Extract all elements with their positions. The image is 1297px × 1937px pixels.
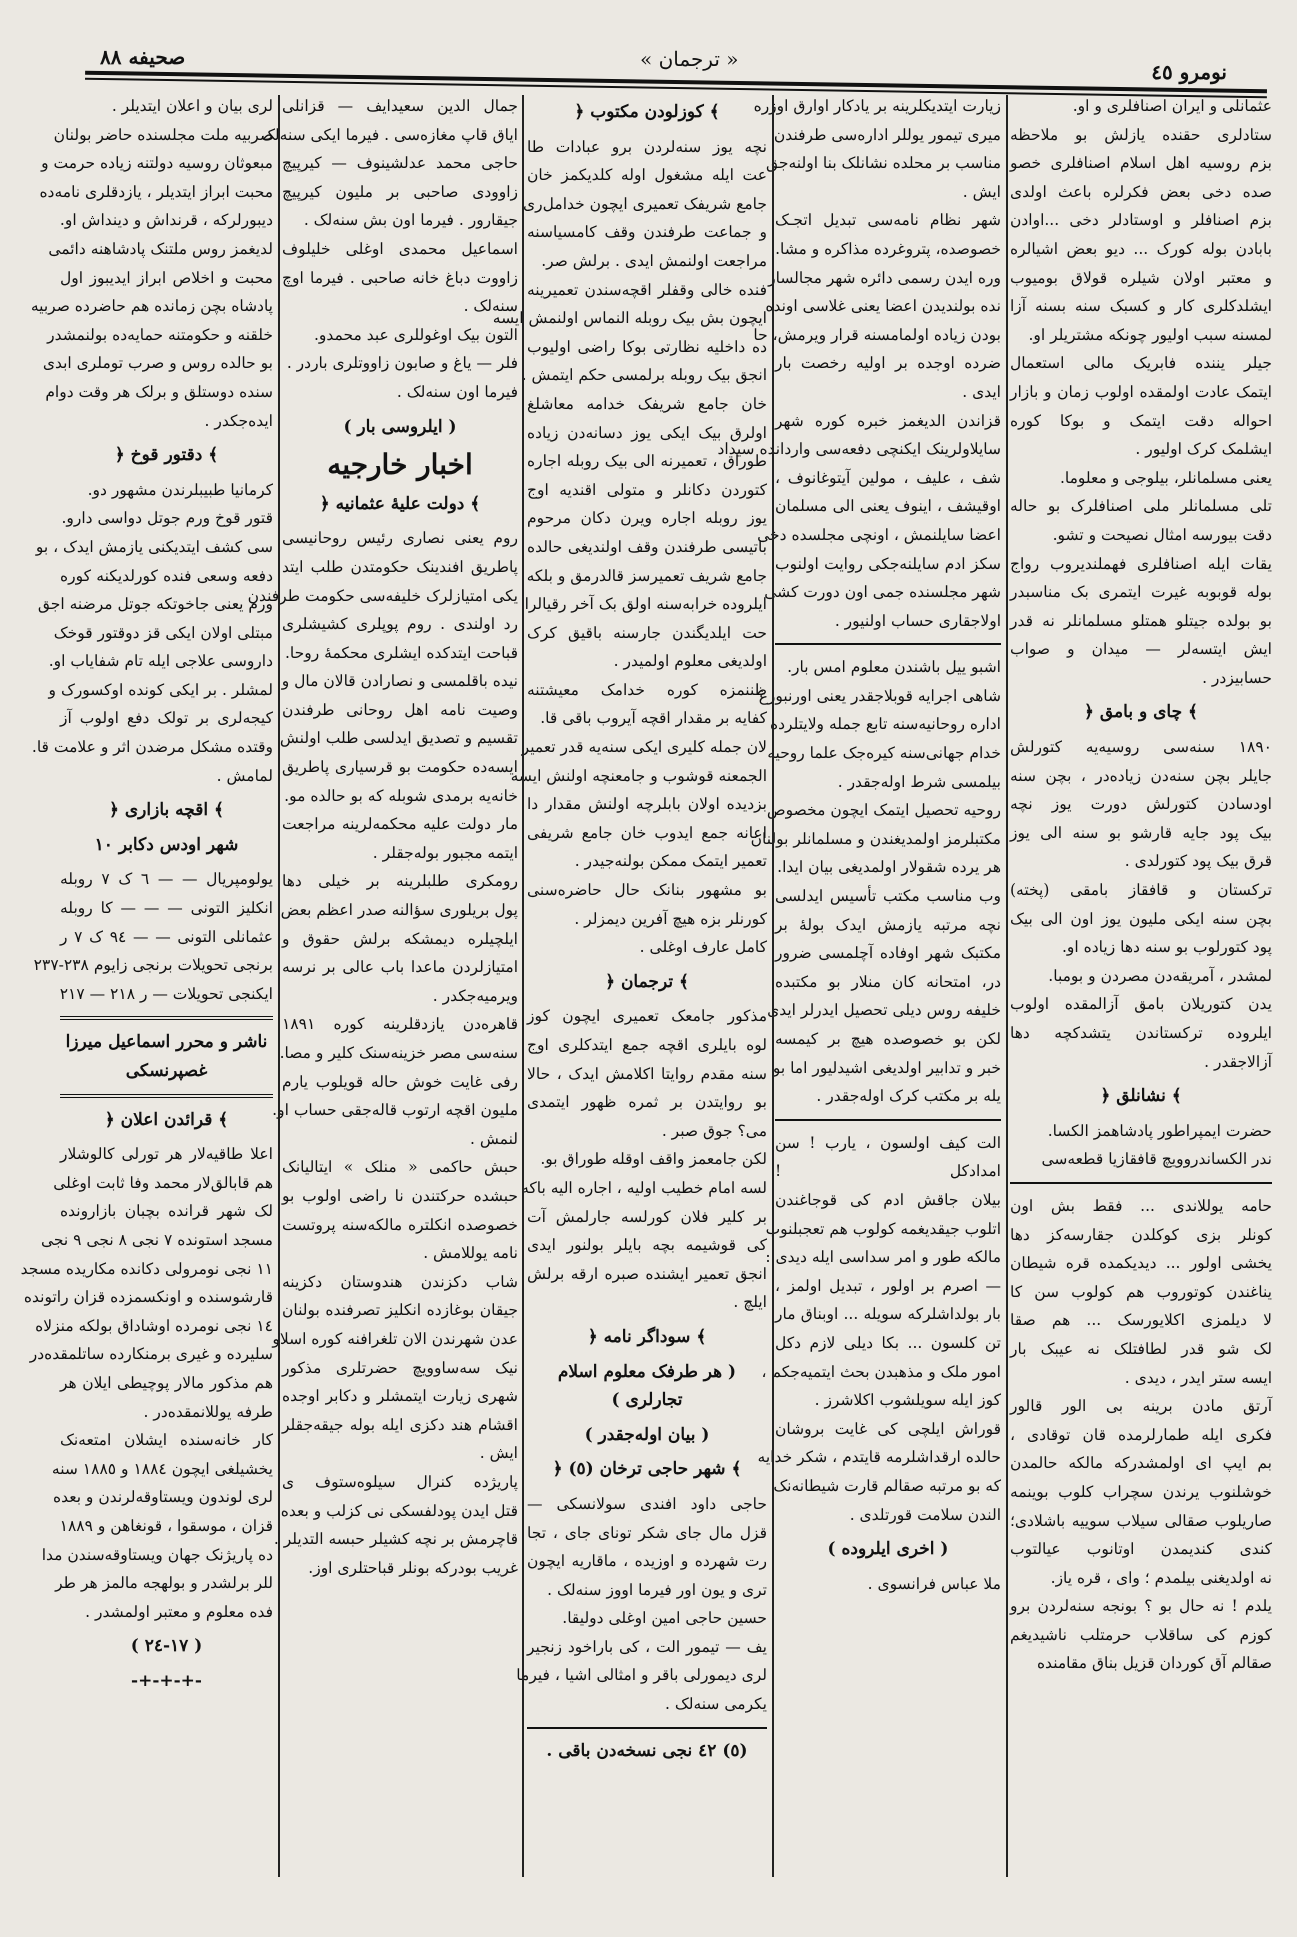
text-line: پاریژده کنرال سیلوه‌ستوف ی <box>282 1472 518 1491</box>
text-line: جایلر بچن سنه‌دن زیاده‌در ، بچن سنه <box>1010 766 1272 785</box>
text-line: پاطریق افندینک حکومتدن طلب ایتد <box>282 557 518 576</box>
text-line: امتیازلردن ماعدا باب عالی بر نرسه <box>282 958 518 977</box>
section-heading: ﴾ اقچه بازاری ﴿ <box>109 800 224 821</box>
section-heading: ﴾ شهر حاجی ترخان (٥) ﴿ <box>552 1459 742 1480</box>
article-text <box>750 653 1001 1111</box>
text-line: ویرمیه‌جکدر . <box>432 986 518 1005</box>
text-line: ایشلدکلری کار و کسبک سنه بسنه آزا <box>1010 297 1272 316</box>
text-line: محبت ابراز ایتدیلر ، یازدقلری نامه‌ده <box>39 182 273 201</box>
issue-number: نومرو ٤٥ <box>1151 60 1227 84</box>
text-line: حبش حاکمی « منلک » ایتالیانک <box>282 1158 518 1177</box>
text-line: تقسیم و تصدیق ایدلسی طلب اولنش <box>279 729 518 748</box>
text-line: ایدی . <box>962 382 1001 401</box>
text-line: بو حالده روس و صرب توملری ابدی <box>42 354 273 373</box>
text-line: خدام جهانی‌سنه کیره‌جک علما روحیه <box>767 744 1001 763</box>
column-2 <box>717 92 1001 1877</box>
text-line: سکز ادم سایلنه‌جکی روایت اولنوب <box>775 554 1001 573</box>
text-line: — اصرم بر اولور ، تبدیل اولمز ، <box>775 1276 1001 1295</box>
page-number: صحیفه ٨٨ <box>100 45 186 69</box>
text-line: الجمعنه قوشوب و جامعنچه اولنش ایسه <box>510 766 767 785</box>
section-heading: ﴾ نشانلق ﴿ <box>1100 1086 1182 1107</box>
text-line: ضرده اوجده بر اولیه رخصت بار <box>775 354 1001 373</box>
section-heading: ﴾ کوزلودن مکتوب ﴿ <box>574 102 720 122</box>
text-line: اعانه جمع ایدوب خان جامع شریفی <box>527 823 767 842</box>
article-text <box>717 92 1001 635</box>
text-line: ایده‌جکدر . <box>204 411 273 430</box>
section-divider <box>60 1016 273 1020</box>
text-line: عثمانلی التونی — — ٩٤ ک ٧ ر <box>60 927 273 946</box>
text-line: یکرمی سنه‌لک . <box>665 1695 767 1714</box>
text-line: قاهره‌دن یازدقلرینه کوره ١٨٩١ <box>282 1015 518 1034</box>
text-line: لک شهر قرانده بچبان بازارونده <box>60 1202 273 1221</box>
article-text <box>1010 733 1272 1076</box>
text-line: صاریلوب صقالی سیلاب سوییه باشلادی؛ <box>1010 1511 1272 1530</box>
text-line: قزل مال جای شکر تونای جای ، تجا <box>527 1523 767 1542</box>
text-line: شهر مجلسنده جمی اون دورت کشی <box>764 583 1001 602</box>
text-line: مالکه طور و امر سداسی ایله دیدی : <box>765 1248 1001 1267</box>
text-line: خان جامع شریفک خدامه معاشلغ <box>527 394 767 413</box>
section-heading: ﴾ دقتور قوخ ﴿ <box>114 445 219 466</box>
text-line: فلر — یاغ و صابون زاووتلری باردر . <box>286 354 518 373</box>
article-text <box>1010 92 1272 692</box>
text-line: حسین حاجی امین اوغلی دولیقا. <box>562 1609 767 1628</box>
text-line: مراجعت اولنمش ایدی . برلش صر. <box>541 251 767 270</box>
text-line: سنه مقدم روایتا اکلامش ایدک ، حالا <box>527 1064 767 1083</box>
text-line: زاووت دباغ خانه صاحبی . فیرما اوچ <box>282 268 518 287</box>
text-line: غریب بودرکه بونلر قباحتلری اوز. <box>308 1558 518 1577</box>
text-line: تری و یون اور فیرما اووز سنه‌لک . <box>547 1580 767 1599</box>
text-line: نده بولندیدن اعضا یعنی غلاسی اونده <box>765 297 1001 316</box>
text-line: پول بریلوری سؤالنه صدر اعظم بعض <box>280 901 518 920</box>
text-line: بو روایتدن بر ثمره ظهور ایتمدی <box>527 1093 767 1112</box>
text-line: ایاق قاپ مغازه‌سی . فیرما ایکی سنه‌لک <box>261 125 518 144</box>
section-heading: ناشر و محرر اسماعیل میرزا غصپرنسکی <box>65 1032 268 1081</box>
article-text <box>20 1140 273 1626</box>
text-line: یف — تیمور الت ، کی باراخود زنجیر <box>527 1637 767 1656</box>
article-text <box>33 865 273 1008</box>
text-line: جیقان بوغازده انکلیز تصرفنده بولنان <box>282 1301 518 1320</box>
text-line: هم مذکور مالار پوچیطی ایلان هر <box>60 1373 273 1392</box>
text-line: انجق تعمیر ایشنده صبره ارقه برلش <box>527 1264 767 1283</box>
text-line: ایلچ . <box>733 1293 767 1312</box>
section-heading: شهر اودس دکابر ١٠ <box>94 834 239 855</box>
text-line: ایلروده خرابه‌سنه اولق بک آخر رقیالرا <box>524 595 767 614</box>
text-line: باتیسی طرفندن وقف اولندیغی حالده <box>527 537 767 556</box>
text-line: حت ایلدیگندن جارسنه باقیق کرک <box>527 623 767 642</box>
text-line: لوه بایلری اقچه جمع ایتدکلری اوج <box>527 1036 767 1054</box>
text-line: صده دخی بعض فکرلره باعث اولدی <box>1010 182 1272 201</box>
text-line: یناغندن کوتوروب هم کولوب سن کا <box>1010 1282 1272 1301</box>
column-4 <box>247 92 518 1877</box>
column-divider <box>1006 95 1008 1877</box>
text-line: بابادن بوله کورک ... دیو بعض اشیالره <box>1010 239 1272 258</box>
text-line: خصوصده، پتروغرده مذاکره و مشا. <box>775 239 1001 258</box>
text-line: لری بیان و اعلان ایتدیلر . <box>111 97 273 115</box>
text-line: ندر الکساندروویچ قافقازیا قطعه‌سی <box>1041 1150 1272 1169</box>
text-line: انکلیز التونی — — — کا روبله <box>60 899 273 918</box>
text-line: اولدیغی معلوم اولمیدر . <box>613 652 767 671</box>
text-line: ایش . <box>479 1444 518 1463</box>
text-line: مکتبک شهر اوفاده آچلمسی ضرور <box>775 944 1001 963</box>
text-line: حاجی محمد عدلشینوف — کیرپیچ <box>282 154 518 173</box>
section-heading: ( ١٧-٢٤ ) <box>130 1636 203 1657</box>
text-line: عدن شهرندن الان تلغرافنه کوره اسلاو <box>272 1329 518 1348</box>
text-line: میری تیمور یوللر اداره‌سی طرفندن <box>773 125 1001 144</box>
text-line: ایتمه مجبور بوله‌جقلر . <box>372 843 518 862</box>
text-line: آزالاجقدر . <box>1204 1052 1272 1071</box>
text-line: التون بیک اوغوللری عبد محمدو. <box>314 325 518 344</box>
article-text <box>757 1129 1001 1529</box>
text-line: یوز روبله اجاره ویرن دکان مرحوم <box>527 509 767 528</box>
text-line: سنه‌سی مصر خزینه‌سنک کلیر و مصا. <box>279 1044 518 1062</box>
text-line: طوراق ، تعمیرنه الی بیک روبله اجاره <box>527 452 767 471</box>
text-line: پود کتورلوب بو سنه دها زیاده او. <box>1061 938 1272 957</box>
article-text <box>775 1570 1001 1599</box>
text-line: قتور قوخ ورم جوتل دواسی دارو. <box>61 509 273 528</box>
text-line: امور ملک و مذهبدن بحث ایتمیه‌جکم ، <box>761 1362 1001 1381</box>
section-heading: (٥) ٤٢ نجی نسخه‌دن باقی . <box>546 1740 748 1761</box>
text-line: نچه مرتبه یازمش ایدک بولهٔ بر <box>775 915 1001 934</box>
text-line: اتلوب جیقدیغمه کولوب هم تعجبلنوب <box>765 1219 1001 1238</box>
newspaper-title: « ترجمان » <box>640 47 739 71</box>
text-line: ترکستان و قافقاز بامقی (پخته) <box>1010 881 1272 900</box>
text-line: ظننمزه کوره خدامک معیشتنه <box>527 680 767 699</box>
text-line: بچن سنه ایکی ملیون یوز اون الی بیک <box>1010 909 1272 928</box>
text-line: مبتلی اولان ایکی قز دوقتور قوخک <box>53 623 273 642</box>
text-line: کورنلر بزه هیچ آفرین دیمزلر . <box>574 909 767 928</box>
article-text <box>31 476 273 791</box>
text-line: اشبو ییل باشندن معلوم امس بار. <box>787 658 1001 677</box>
text-line: الت کیف اولسون ، یارب ! سن <box>775 1133 1001 1152</box>
text-line: داروسی علاجی ایله تام شفایاب او. <box>48 652 273 671</box>
article-text <box>521 1002 767 1317</box>
article-text <box>1010 1192 1272 1678</box>
text-line: کفایه بر مقدار اقچه آیروب باقی قا. <box>540 709 767 728</box>
section-heading: ﴾ دولت علیهٔ عثمانیه ﴿ <box>319 493 481 514</box>
text-line: مکتبلرمز اولمدیغندن و مسلمانلر بولنان <box>750 829 1001 848</box>
text-line: سلیرده و غیری برمنکارده ساتلمقده‌در <box>29 1345 273 1364</box>
text-line: شف ، علیف ، مولین آیتوغانوف ، <box>775 468 1001 487</box>
text-line: جیقارور . فیرما اون بش سنه‌لک . <box>303 211 518 230</box>
text-line: لک شو قدر لطافتلک نه عیبک بار <box>1010 1339 1272 1358</box>
text-line: رد اولندی . روم پوپلری کشیشلری <box>282 615 518 634</box>
text-line: اقشام هند دکزی ایله بوله جیقه‌جقلر <box>282 1415 518 1434</box>
text-line: خانه‌یه برمدی شوبله که بو حالده مو. <box>284 786 518 805</box>
text-line: سی کشف ایتدیکنی یازمش ایدک ، بو <box>35 537 273 556</box>
text-line: حاجی داود افندی سولانسکی — <box>527 1494 767 1513</box>
column-divider <box>772 95 774 1877</box>
text-line: روم یعنی نصاری رئیس روحانیسی <box>282 529 518 548</box>
text-line: اعلا طاقیه‌لار هر تورلی کالوشلار <box>60 1145 273 1164</box>
section-heading: ( اخری ایلروده ) <box>827 1539 949 1560</box>
text-line: اوقیشف ، اینوف یعنی الی مسلمان <box>775 497 1001 516</box>
text-line: قزان ، موسقوا ، قونغاهن و ١٨٨٩ <box>59 1516 273 1535</box>
text-line: لنمش . <box>470 1129 518 1148</box>
section-divider <box>775 1119 1001 1121</box>
text-line: روحیه تحصیل ایتمک ایچون مخصوص <box>766 801 1001 820</box>
text-line: ١١ نجی نومرولی دکانده مکاریده مسجد <box>20 1259 273 1278</box>
text-line: قوراش ایلچی کی غایت بروشان <box>775 1419 1001 1438</box>
column-divider <box>278 95 280 1877</box>
text-line: حامه یوللاندی ... فقط بش اون <box>1010 1196 1272 1215</box>
text-line: ایلروده ترکستاندن یتشدکچه دها <box>1010 1024 1272 1042</box>
text-line: وقتده مشکل مرضدن اثر و علامت قا. <box>31 738 273 757</box>
text-line: وره ایدن رسمی دائره شهر مجالسار <box>768 268 1001 287</box>
text-line: شهری زیارت ایتمشلر و دکابر اوجده <box>282 1387 518 1406</box>
section-heading: ( هر طرفک معلوم اسلام تجارلری ) <box>557 1361 737 1411</box>
text-line: حالده ارقداشلرمه قایتدم ، شکر خدایه <box>757 1448 1001 1467</box>
text-line: ملیون اقچه ارتوب قاله‌جقی حساب او. <box>272 1101 518 1120</box>
text-line: اسماعیل محمدی اوغلی خلیلوف <box>282 239 518 258</box>
section-heading: ﴾ سوداگر نامه ﴿ <box>587 1326 707 1347</box>
text-line: قتل ایدن پودلفسکی نی کزلب و بعده <box>280 1501 518 1520</box>
text-line: بزم اصنافلر و اوستادلر دخی ...اوادن <box>1010 211 1272 230</box>
text-line: لری لوندون ویستاوقه‌لرندن و بعده <box>52 1488 273 1507</box>
article-text <box>516 1490 767 1719</box>
text-line: فکری ایله طمارلرمده قان توقادی ، <box>1010 1425 1272 1444</box>
text-line: اداره روحانیه‌سنه تابع جمله ولایتلرده <box>770 715 1001 734</box>
section-heading: -+-+-+- <box>131 1670 202 1691</box>
text-line: نامه یوللامش . <box>423 1244 518 1263</box>
text-line: بو بولده جیتلو همتلو مسلمانلر نه قدر <box>1010 611 1272 630</box>
text-line: احواله دقت ایتمک و بوکا کوره <box>1010 411 1272 430</box>
section-divider <box>60 1094 273 1098</box>
text-line: یدن کتوریلان بامق آزالمقده اولوب <box>1010 995 1272 1014</box>
text-line: وصیت نامه اهل روحانی طرفندن <box>282 700 518 719</box>
text-line: قزاندن الدیغمز خبره کوره شهر <box>775 411 1001 430</box>
text-line: تلی مسلمانلر ملی اصنافلرک بو حاله <box>1010 497 1272 516</box>
text-line: اولرق بیک ایکی یوز دسانه‌دن زیاده <box>527 423 767 442</box>
text-line: جیلر یننده فابریک مالی استعمال <box>1010 354 1272 373</box>
text-line: کوزم کی ساقلاب حرمتلب ناشیدیغم <box>1010 1625 1272 1644</box>
text-line: یکی امتیازلرک خلیفه‌سی حکومت طرفندن <box>247 586 518 605</box>
text-line: ایش . <box>962 182 1001 201</box>
text-line: نیک سه‌ساوویچ حضرتلری مذکور <box>282 1358 518 1377</box>
text-line: زیارت ایتدیکلرینه بر یادکار اوارق اوزره <box>753 97 1001 115</box>
text-line: لمامش . <box>216 766 273 785</box>
text-line: یخشی اولور ... دیدیکمده قره شیطان <box>1010 1254 1272 1273</box>
text-line: ایچون بش بیک روبله النماس اولنمش ایسه <box>492 309 767 328</box>
text-line: انجق بیک روبله برلمسی حکم ایتمش . <box>521 366 767 385</box>
text-line: عت ایله مشغول اوله کلدیکمز خان <box>527 166 767 185</box>
text-line: فنده خالی وقفلر اقچه‌سندن تعمیرینه <box>527 280 767 299</box>
text-line: ایسه ستر ایدر ، دیدی . <box>1124 1368 1272 1387</box>
text-line: بم ایپ ای اولمشدرکه مالکه حالمدن <box>1010 1454 1272 1473</box>
text-line: فده معلوم و معتبر اولمشدر . <box>85 1602 273 1621</box>
text-line: لدیغمز روس ملتنک پادشاهنه دائمی <box>48 239 273 258</box>
text-line: وب مناسب مکتب تأسیس ایدلسی <box>775 887 1001 906</box>
text-line: ١٤ نجی نومرده اوشاداق بولکه منزلاه <box>35 1316 273 1335</box>
text-line: و جماعت طرفندن وقف کامسیاسنه <box>527 223 767 242</box>
text-line: اولاجقاری حساب اولنیور . <box>834 611 1001 630</box>
text-line: بزم روسیه اهل اسلام اصنافلری خصو <box>1010 154 1272 173</box>
text-line: نیده باقلمسی و نصارادن قالان مال و <box>281 672 518 691</box>
text-line: مار دولت علیه محکمه‌لرینه مراجعت <box>282 815 518 834</box>
text-line: خلقنه و حکومتنه حمایه‌ده بولنمشدر <box>47 325 273 344</box>
text-line: یخشیلغی ایچون ١٨٨٤ و ١٨٨٥ سنه <box>51 1459 273 1478</box>
text-line: بیلمسی شرط اوله‌جقدر . <box>837 772 1001 791</box>
column-1 <box>1010 92 1272 1877</box>
text-line: جامع شریف تعمیرسز قالدرمق و بلکه <box>526 566 767 585</box>
text-line: ده داخلیه نظارتی بوکا راضی اولیوب <box>527 337 767 356</box>
section-heading: ﴾ قرائدن اعلان ﴿ <box>104 1109 229 1130</box>
text-line: آرتق مادن برینه بی الور قالور <box>1010 1397 1272 1416</box>
text-line: دفعه وسعی فنده کورلدیکنه کوره <box>60 566 273 585</box>
section-heading: ( بیان اوله‌جقدر ) <box>584 1424 710 1445</box>
column-3 <box>492 92 767 1877</box>
text-line: جامع شریفک تعمیری ایچون خدامل‌ری <box>523 194 767 213</box>
text-line: لری دیمورلی باقر و امثالی اشیا ، فیرما <box>516 1666 767 1685</box>
section-heading: ﴾ چای و بامق ﴿ <box>1084 702 1198 723</box>
section-heading: ﴾ ترجمان ﴿ <box>605 971 689 992</box>
text-line: کونلر بزی کوکلدن جقارسه‌کز دها <box>1010 1225 1272 1244</box>
column-divider <box>522 95 524 1877</box>
text-line: لمشدر ، آمریقه‌دن مصردن و بومبا. <box>1048 966 1272 985</box>
text-line: محبت و اخلاص ابراز ایدیبوز اول <box>60 268 273 287</box>
text-line: بودن زیاده اولمامسنه قرار ویرمش، حا <box>753 325 1001 344</box>
text-line: بیلان جاقش ادم کی قوجاغندن <box>775 1190 1001 1209</box>
text-line: لان جمله کلیری ایکی سنه‌یه قدر تعمیر <box>521 738 767 757</box>
text-line: سنه‌لک . <box>463 297 518 316</box>
text-line: کامل عارف اوغلی . <box>639 938 767 957</box>
text-line: کی قوشیمه بچه بایلر بولنور ایدی <box>527 1236 767 1255</box>
text-line: رومکری طلبلرینه بر خیلی دها <box>282 872 518 891</box>
text-line: ده پاریژنک جهان ویستاوقه‌سندن مدا <box>41 1545 273 1564</box>
text-line: خصوصده انکلتره مالکه‌سنه پروتست <box>282 1215 518 1234</box>
text-line: بزدیده اولان بابلرچه اولنش مقدار دا <box>527 795 767 814</box>
text-line: حبشده حرکتندن نا راضی اولوب بو <box>282 1186 518 1205</box>
text-line: لمشلر . بر ایکی کونده اوکسورک و <box>48 680 273 699</box>
text-line: حضرت ایمپراطور پادشاهمز الکسا. <box>1047 1121 1272 1140</box>
text-line: یعنی مسلمانلر، بیلوجی و معلوما. <box>1059 468 1272 487</box>
text-line: طرفه یوللانمقده‌در . <box>143 1402 273 1421</box>
text-line: ایتمک عادت اولمقده اولوب زمان و بازار <box>1010 382 1272 401</box>
text-line: شاب دکزندن هندوستان دکزینه <box>282 1272 518 1291</box>
text-line: که بو مرتبه صقالم قارت شیطانه‌نک <box>773 1476 1001 1495</box>
text-line: الندن سلامت قورتلدی . <box>849 1505 1001 1524</box>
text-line: لا دیلمزی اکلایورسک ... هم صقا <box>1010 1311 1272 1330</box>
text-line: للر برلشدر و بولهجه مالمز هر طر <box>55 1574 273 1593</box>
text-line: اعضا سایلنمش ، اونچی مجلسده دخی <box>757 525 1001 544</box>
section-divider <box>1010 1182 1272 1184</box>
text-line: اودسادن کتورلش دورت یوز نچه <box>1010 795 1272 814</box>
text-line: قارشوسنده و اونکسمزده قزان راتونده <box>23 1288 273 1307</box>
text-line: کرمانیا طبیبلرندن مشهور دو. <box>87 480 273 499</box>
text-line: مسجد استونده ٧ نجی ٨ نجی ٩ نجی <box>40 1230 273 1249</box>
text-line: عثمانلی و ایران اصنافلری و او. <box>1072 97 1272 115</box>
text-line: زاوودی صاحبی بر ملیون کیرپیچ <box>282 182 518 201</box>
text-line: لسه امام خطیب اولیه ، اجاره الیه باکه <box>521 1178 767 1197</box>
text-line: ورم یعنی جاخوتکه جوتل مرضنه اجق <box>37 595 273 614</box>
article-text <box>247 524 518 1582</box>
text-line: مبعوثان روسیه دولتنه زیاده حرمت و <box>41 154 273 173</box>
text-line: هر یرده شقولار اولمدیغی بیان ایدا. <box>777 858 1001 877</box>
text-line: قاچرمش بر نچه کشیلر حبسه التدیلر . <box>273 1530 518 1549</box>
text-line: ١٨٩٠ سنه‌سی روسیه‌یه کتورلش <box>1010 738 1272 757</box>
article-text <box>30 92 273 435</box>
text-line: فیرما اون سنه‌لک . <box>396 382 518 401</box>
text-line: یله بر مکتب کرک اوله‌جقدر . <box>816 1087 1001 1106</box>
text-line: مذکور جامعک تعمیری ایچون کوز <box>527 1007 767 1026</box>
section-heading: ( ایلروسی بار ) <box>343 416 457 437</box>
text-line: دیبورلرکه ، قرنداش و دینداش او. <box>59 211 273 230</box>
text-line: مناسب بر محلده نشانلک بنا اولنه‌جق <box>765 154 1001 173</box>
text-line: صربیه ملت مجلسنده حاضر بولنان <box>53 125 273 144</box>
text-line: می؟ جوق صبر . <box>661 1121 767 1140</box>
text-line: کتوردن دکانلر و متولی اقندیه اوج <box>527 480 767 499</box>
text-line: کیجه‌لری بر تولک دفع اولوب آز <box>60 709 273 728</box>
text-line: حسابیزدر . <box>1202 668 1272 687</box>
text-line: شاهی اجرایه قوبلاجقدر یعنی اورنبورغ <box>758 686 1001 705</box>
section-divider <box>527 1727 767 1729</box>
text-line: سنده دوستلق و برلک هر وقت دوام <box>45 382 273 401</box>
text-line: خلیفه روس دیلی تحصیل ایدرلر ایدی <box>767 1001 1001 1020</box>
text-line: کار خانه‌سنده ایشلان امتعه‌نک <box>60 1431 273 1450</box>
text-line: قرق بیک پود کتورلدی . <box>1124 852 1272 871</box>
text-line: بیک پود جایه قارشو بو سنه الی یوز <box>1010 823 1272 842</box>
text-line: بر کلیر فلان کورلسه جارلمش آت <box>527 1207 767 1226</box>
text-line: خبر و تدابیر اولدیغی اشیدلیور اما بو <box>772 1058 1001 1077</box>
text-line: تعمیر ایتمک ممکن بولنه‌جیدر . <box>574 852 767 871</box>
text-line: یولومپریال — — ٦ ک ٧ روبله <box>60 870 273 889</box>
text-line: تن کلسون ... بکا دیلی لازم دکل <box>775 1333 1001 1352</box>
text-line: ملا عباس فرانسوی . <box>867 1574 1001 1593</box>
text-line: ایسه‌ده حکومت بو قرسیاری پاطریق <box>282 758 518 777</box>
text-line: دقت بیورسه امثال نصیحت و تشو. <box>1052 525 1272 544</box>
column-5 <box>20 92 273 1877</box>
article-text <box>261 92 518 407</box>
article-text <box>1010 1117 1272 1174</box>
section-divider <box>775 643 1001 645</box>
text-line: امدادکل ! <box>775 1162 1001 1181</box>
text-line: ستادلری حقنده یازلش بو ملاحظه <box>1010 125 1272 144</box>
text-line: برنجی تحویلات برنجی زایوم ٢٣٨-٢٣٧ <box>33 956 273 975</box>
text-line: یلدم ! نه حال بو ؟ بونجه سنه‌لردن برو <box>1010 1597 1272 1616</box>
text-line: بو مشهور بنانک حال حاضره‌سنی <box>527 881 767 900</box>
text-line: جمال الدین سعیدایف — قزانلی <box>282 97 518 115</box>
text-line: ایش ایتسه‌لر — میدان و صواب <box>1010 640 1272 659</box>
text-line: لکن جامعمز واقف اوقله طوراق بو. <box>540 1150 767 1169</box>
text-line: بار بولداشلرکه سویله ... اوبناق مار <box>775 1305 1001 1324</box>
text-line: صقالم آق کوردان قزیل بناق مقامنده <box>1036 1654 1272 1673</box>
text-line: هم قابالق‌لار محمد وفا ثابت اوغلی <box>53 1173 273 1192</box>
text-line: بوله قوبوبه غیرت ایتمری بک مناسبدر <box>1010 583 1272 602</box>
article-text <box>492 133 767 962</box>
text-line: لکن بو خصوصده هیچ بر کیمسه <box>775 1030 1001 1048</box>
text-line: نه اولدیغنی بیلمدم ؛ وای ، قره یاز. <box>1050 1568 1272 1587</box>
section-heading: اخبار خارجیه <box>327 448 473 482</box>
text-line: کوز ایله سویلشوب اکلاشرز . <box>814 1391 1001 1410</box>
text-line: شهر نظام نامه‌سی تبدیل اتجـک <box>775 211 1001 230</box>
text-line: ایشلمک کرک اولیور . <box>1135 440 1272 459</box>
text-line: ایکنجی تحویلات — ر ٢١٨ — ٢١٧ <box>59 984 273 1003</box>
text-line: قباحت ایتدکده ایشلری محکمهٔ روحا. <box>285 643 518 662</box>
text-line: پادشاه بچن زمانده هم حاضرده صربیه <box>30 297 273 316</box>
text-line: لمسنه سبب اولیور چونکه مشتریلر او. <box>1028 325 1272 344</box>
text-line: ایلچیلره دیمشکه برلش حقوق و <box>282 929 518 948</box>
text-line: رفی غایت خوش حاله قویلوب یارم <box>282 1072 518 1091</box>
text-line: خوشلنوب یرندن سچراب کلوب بوینمه <box>1010 1482 1272 1501</box>
text-line: کندی کندیمدن اوتانوب عیالتوب <box>1010 1540 1272 1559</box>
text-line: و معتبر اولان شیلره قولاق بومیوب <box>1010 268 1272 287</box>
text-line: یقات ایله اصنافلری فهملندیروب رواج <box>1010 554 1272 573</box>
text-line: در، امتحانه کان منلار بو مکتبده <box>775 972 1001 991</box>
text-line: سایلاولرینک ایکنچی دفعه‌سی واردانده سیداد <box>717 440 1001 459</box>
text-line: رت شهرده و اوزیده ، ماقاریه ایچون <box>527 1552 767 1571</box>
text-line: نچه یوز سنه‌لردن برو عبادات طا <box>527 137 767 156</box>
